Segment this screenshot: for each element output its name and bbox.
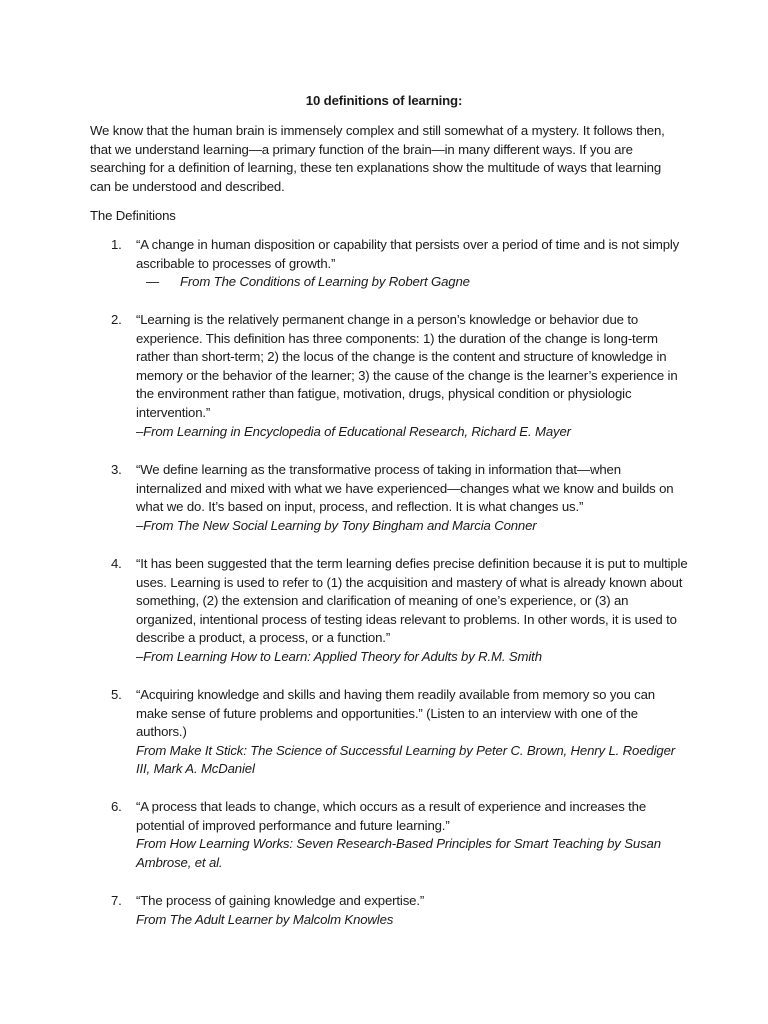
definition-item [111,461,688,535]
definition-quote: “Acquiring knowledge and skills and having them readily available from memory so you can make sense of future problems and opportunities.” (Listen to an interview with one of the authors.) [136,687,655,740]
definition-source: From Make It Stick: The Science of Successful Learning by Peter C. Brown, Henry L. Roediger III, Mark A. McDaniel [136,742,675,777]
definition-quote: “A change in human disposition or capability that persists over a period of time and is not simply ascribable to processes of growth.” [136,237,680,271]
definition-number: 7. [111,893,122,908]
definition-item [111,311,688,441]
section-heading: The Definitions [90,208,176,223]
definition-source: –From The New Social Learning by Tony Bingham and Marcia Conner [136,517,537,533]
definition-number: 5. [111,687,122,702]
definition-source [136,273,688,292]
source-dash: — [146,274,160,290]
definition-item [111,798,688,872]
definition-source: From The Adult Learner by Malcolm Knowles [136,911,394,927]
definition-source-text: From The Conditions of Learning by Robert Gagne [180,274,470,290]
definition-number: 4. [111,556,122,571]
definition-quote: “It has been suggested that the term learning defies precise definition because it is put to multiple uses. Learning is used to refer to (1) the acquisition and mastery of what is already known about something, (2) the extension and clarification of meaning of one’s experience, or (3) an organized, intentional process of testing ideas relevant to problems. In other words, it is used to describe a product, a process, or a function.” [136,556,688,646]
definition-quote: “Learning is the relatively permanent change in a person’s knowledge or behavior due to experience. This definition has three components: 1) the duration of the change is long-term rather than short-term; 2) the locus of the change is the content and structure of knowledge in memory or the behavior of the learner; 3) the cause of the change is the learner’s experience in the environment rather than fatigue, motivation, drugs, physical condition or physiologic intervention.” [136,312,678,420]
definition-item [111,686,688,779]
intro-paragraph: We know that the human brain is immensely complex and still somewhat of a mystery. It follows then, that we understand learning—a primary function of the brain—in many different ways. If you are searching for a definition of learning, these ten explanations show the multitude of ways that learning can be understood and described. [90,123,665,194]
definition-quote: “A process that leads to change, which occurs as a result of experience and increases the potential of improved performance and future learning.” [136,799,647,833]
definition-item [111,236,688,292]
definition-source: From How Learning Works: Seven Research-Based Principles for Smart Teaching by Susan Ambrose, et al. [136,836,661,870]
document-title: 10 definitions of learning: [305,93,463,108]
definition-source: –From Learning in Encyclopedia of Educational Research, Richard E. Mayer [136,423,571,439]
definition-number: 2. [111,312,122,327]
definition-quote: “We define learning as the transformative process of taking in information that—when internalized and mixed with what we have experienced—changes what we know and builds on what we do. It’s based on input, process, and reflection. It is what changes us.” [136,462,674,515]
definition-quote: “The process of gaining knowledge and expertise.” [136,893,425,908]
definition-number: 6. [111,799,122,814]
definition-source: –From Learning How to Learn: Applied Theory for Adults by R.M. Smith [136,648,542,664]
definition-item [111,892,688,929]
definition-number: 1. [111,237,122,252]
definition-number: 3. [111,462,122,477]
definition-item [111,555,688,667]
